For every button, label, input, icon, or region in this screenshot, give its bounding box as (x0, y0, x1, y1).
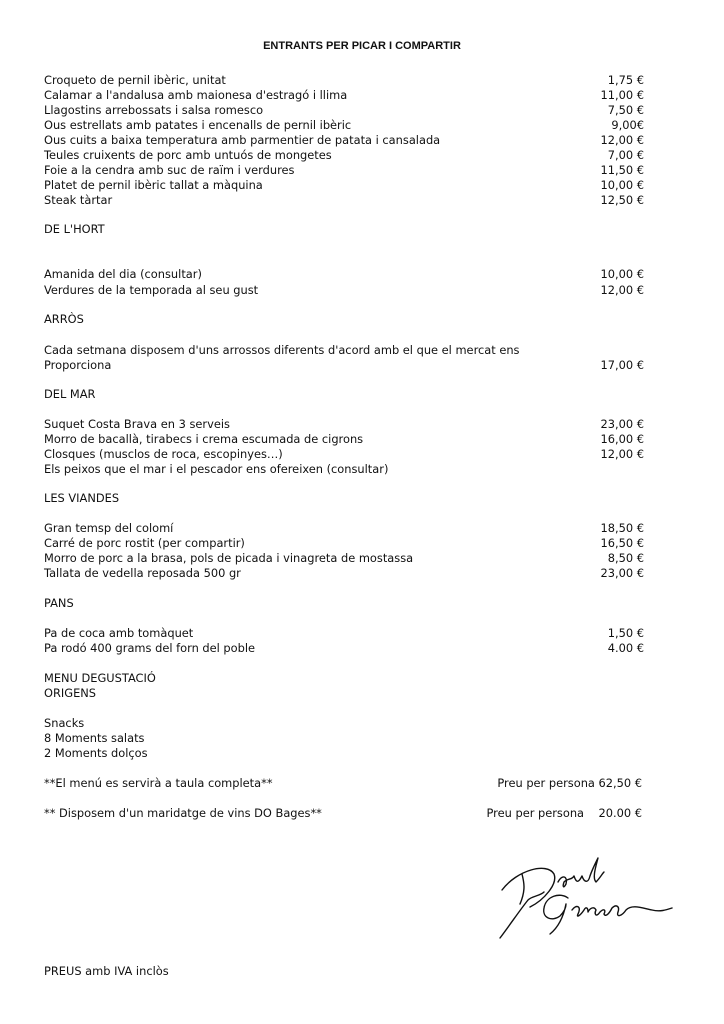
item-name: Steak tàrtar (44, 193, 113, 207)
menu-item (44, 521, 644, 536)
item-name: Pa rodó 400 grams del forn del poble (44, 641, 256, 655)
section-heading-pans: PANS (44, 596, 74, 610)
menu-item (44, 566, 644, 581)
page-title: ENTRANTS PER PICAR I COMPARTIR (263, 40, 461, 52)
item-name: Pa de coca amb tomàquet (44, 626, 194, 640)
item-price: 12,00 € (600, 283, 644, 297)
item-price: 11,50 € (600, 163, 644, 177)
menu-line: 2 Moments dolços (44, 746, 148, 760)
menu-item (44, 536, 644, 551)
item-name: Calamar a l'andalusa amb maionesa d'estragó i llima (44, 88, 348, 102)
signature-image (492, 852, 682, 942)
menu-item (44, 103, 644, 118)
item-name: Closques (musclos de roca, escopinyes…) (44, 447, 283, 461)
section-heading-viandes: LES VIANDES (44, 491, 120, 505)
item-price: 23,00 € (600, 417, 644, 431)
item-price: 16,50 € (600, 536, 644, 550)
item-name: Carré de porc rostit (per compartir) (44, 536, 245, 550)
menu-item (44, 283, 644, 298)
item-price: 23,00 € (600, 566, 644, 580)
item-name: Suquet Costa Brava en 3 serveis (44, 417, 230, 431)
item-price: 9,00€ (611, 118, 644, 132)
menu-item (44, 118, 644, 133)
menu-item (44, 641, 644, 656)
item-price: 11,00 € (600, 88, 644, 102)
item-name: Amanida del dia (consultar) (44, 267, 202, 281)
item-name: Morro de bacallà, tirabecs i crema escumada de cigrons (44, 432, 364, 446)
menu-price: Preu per persona 62,50 € (497, 776, 642, 790)
item-name: Gran temsp del colomí (44, 521, 174, 535)
menu-item (44, 73, 644, 88)
item-price: 12,50 € (600, 193, 644, 207)
item-price: 4.00 € (607, 641, 644, 655)
item-price: 1,50 € (607, 626, 644, 640)
menu-item (44, 432, 644, 447)
item-name: Teules cruixents de porc amb untuós de mongetes (44, 148, 332, 162)
menu-note: **El menú es servirà a taula completa** (44, 776, 273, 790)
item-name: Tallata de vedella reposada 500 gr (44, 566, 241, 580)
menu-item (44, 193, 644, 208)
menu-note-row (44, 776, 644, 791)
pairing-price: Preu per persona 20.00 € (486, 806, 642, 820)
section-heading-mar: DEL MAR (44, 387, 96, 401)
menu-item (44, 417, 644, 432)
menu-item (44, 626, 644, 641)
menu-line: 8 Moments salats (44, 731, 145, 745)
item-name: Proporciona (44, 358, 112, 372)
menu-subheading: ORIGENS (44, 686, 97, 700)
pairing-note: ** Disposem d'un maridatge de vins DO Bages** (44, 806, 322, 820)
item-price: 1,75 € (607, 73, 644, 87)
menu-line: Snacks (44, 716, 85, 730)
item-name: Llagostins arrebossats i salsa romesco (44, 103, 264, 117)
mar-note: Els peixos que el mar i el pescador ens ofereixen (consultar) (44, 462, 389, 476)
item-name: Platet de pernil ibèric tallat a màquina (44, 178, 263, 192)
item-price: 8,50 € (607, 551, 644, 565)
item-name: Morro de porc a la brasa, pols de picada i vinagreta de mostassa (44, 551, 414, 565)
menu-item (44, 163, 644, 178)
item-name: Foie a la cendra amb suc de raïm i verdures (44, 163, 295, 177)
item-price: 12,00 € (600, 447, 644, 461)
item-price: 18,50 € (600, 521, 644, 535)
arros-description: Cada setmana disposem d'uns arrossos diferents d'acord amb el que el mercat ens (44, 343, 520, 357)
footer-vat-note: PREUS amb IVA inclòs (44, 964, 169, 978)
menu-item (44, 551, 644, 566)
menu-item (44, 178, 644, 193)
section-heading-menu: MENU DEGUSTACIÓ (44, 671, 156, 685)
item-price: 16,00 € (600, 432, 644, 446)
menu-item (44, 148, 644, 163)
menu-item (44, 267, 644, 282)
menu-item (44, 133, 644, 148)
item-price: 12,00 € (600, 133, 644, 147)
pairing-note-row (44, 806, 644, 821)
menu-item (44, 358, 644, 373)
item-price: 10,00 € (600, 267, 644, 281)
item-name: Croqueto de pernil ibèric, unitat (44, 73, 226, 87)
item-name: Ous cuits a baixa temperatura amb parmentier de patata i cansalada (44, 133, 441, 147)
item-name: Verdures de la temporada al seu gust (44, 283, 259, 297)
item-price: 7,00 € (607, 148, 644, 162)
item-price: 10,00 € (600, 178, 644, 192)
section-heading-arros: ARRÒS (44, 312, 84, 326)
menu-item (44, 447, 644, 462)
section-heading-hort: DE L'HORT (44, 222, 105, 236)
item-name: Ous estrellats amb patates i encenalls de pernil ibèric (44, 118, 352, 132)
menu-item (44, 88, 644, 103)
item-price: 7,50 € (607, 103, 644, 117)
item-price: 17,00 € (600, 358, 644, 372)
